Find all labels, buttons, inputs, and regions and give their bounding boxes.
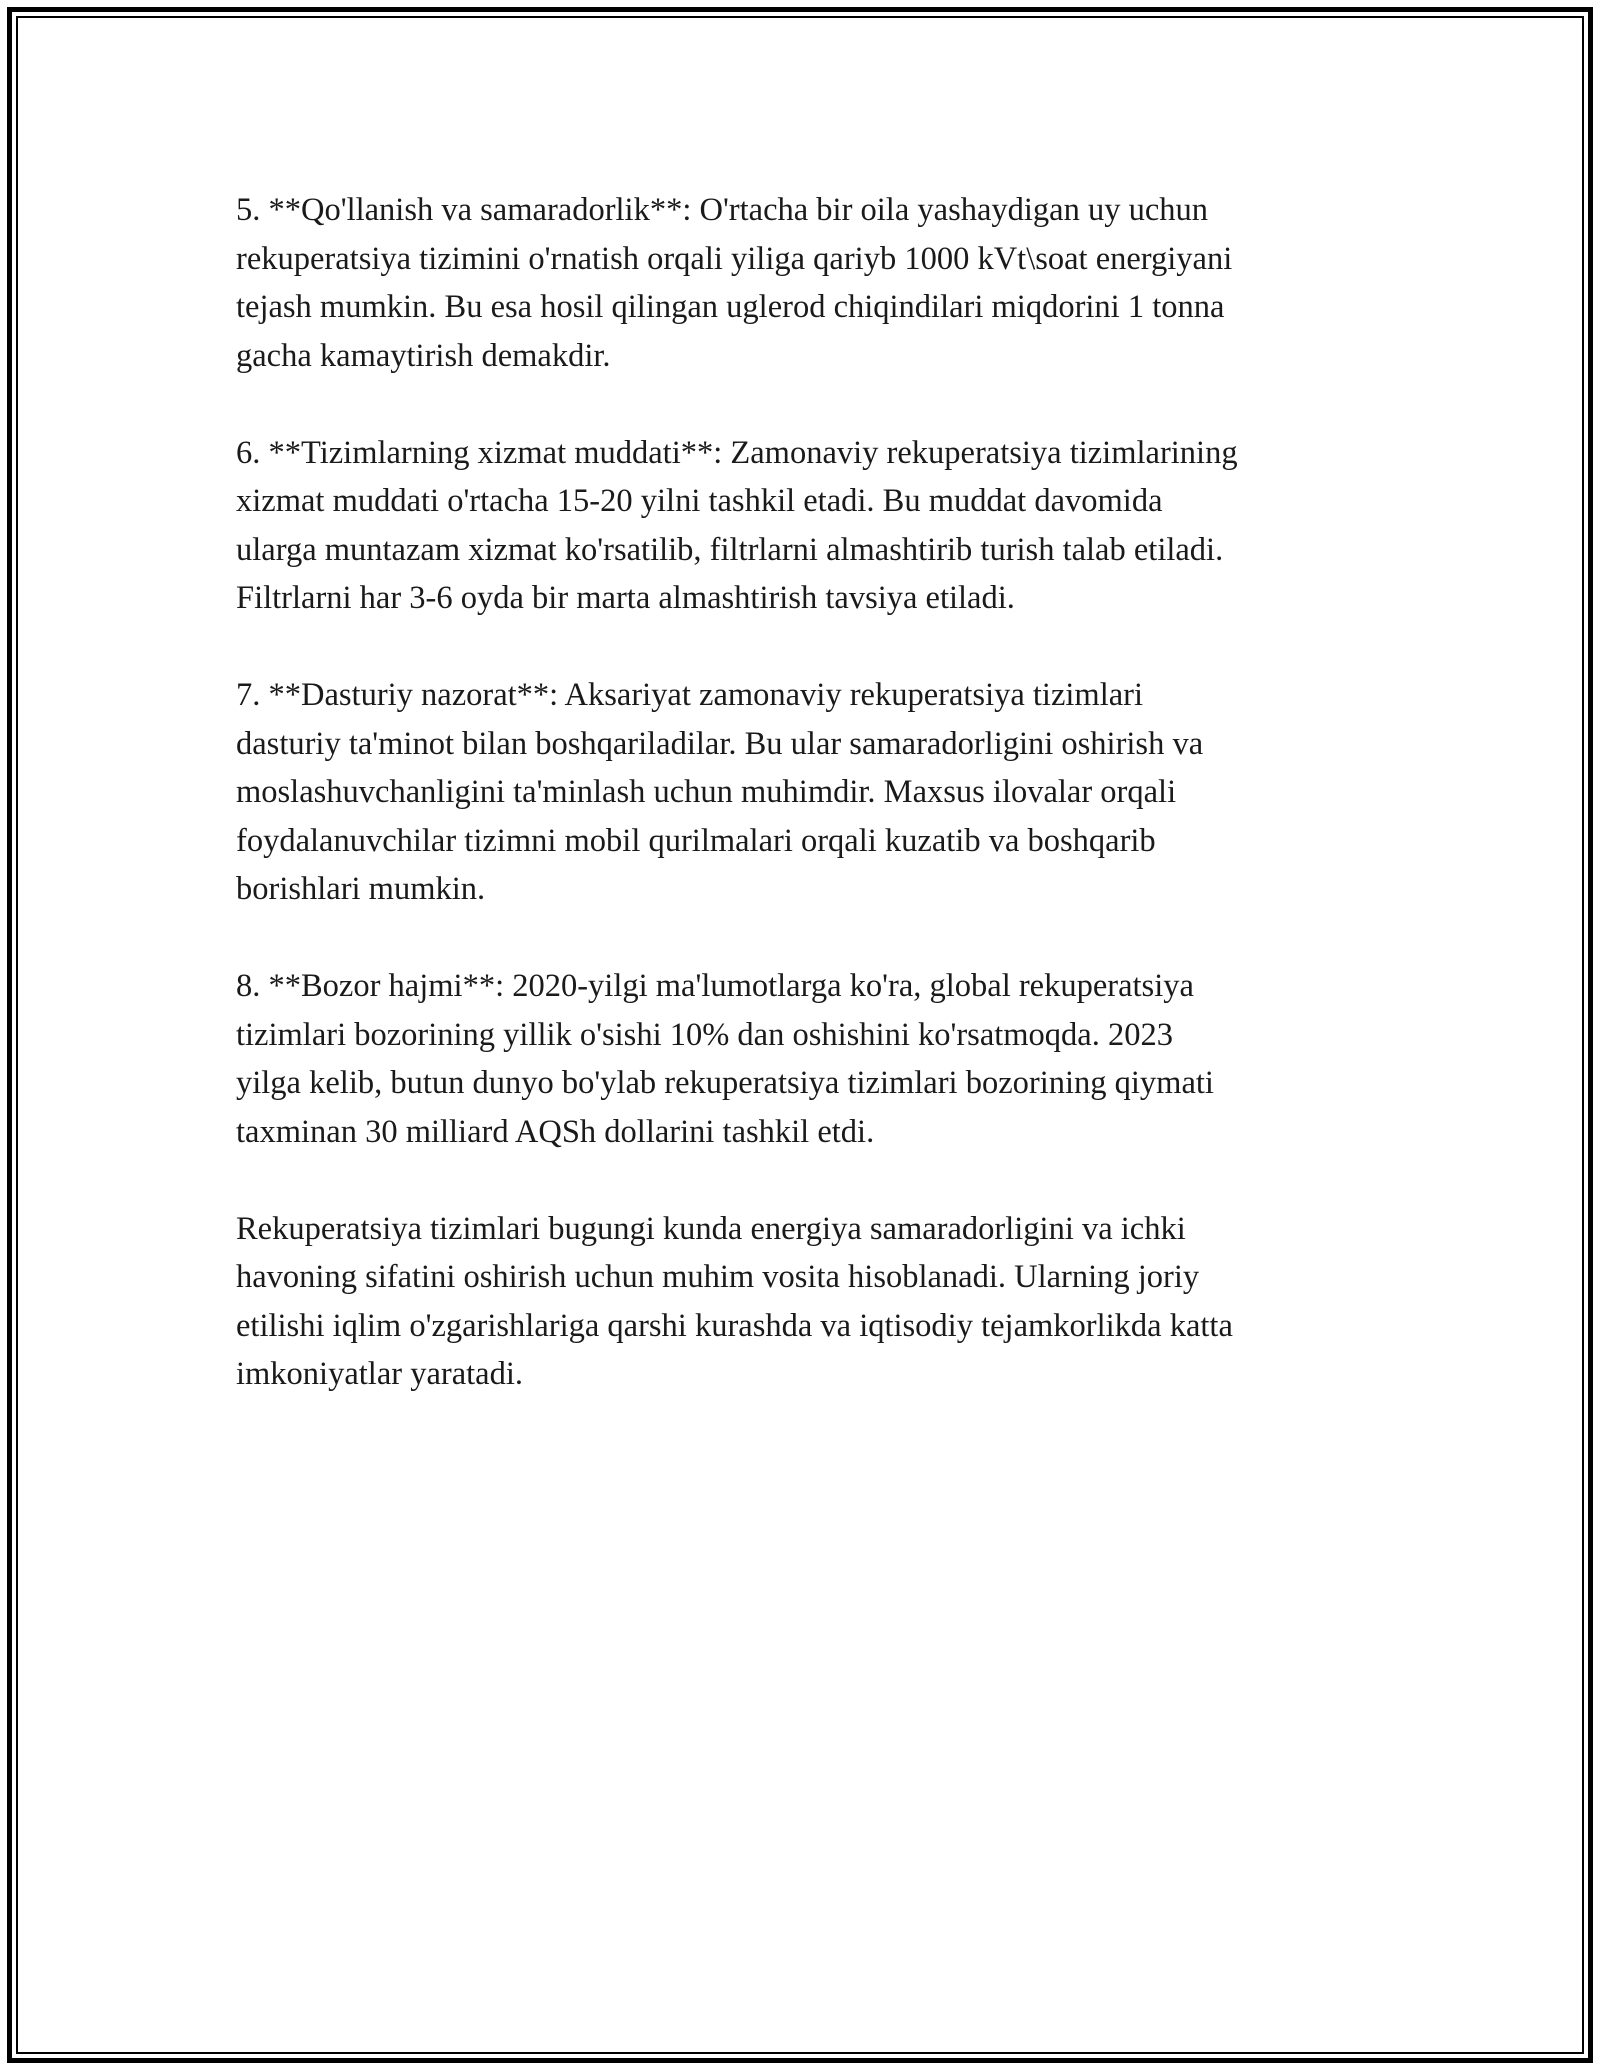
paragraph-software-control: 7. **Dasturiy nazorat**: Aksariyat zamonaviy rekuperatsiya tizimlari dasturiy ta'minot bilan boshqariladilar. Bu ular samaradorligini oshirish va moslashuvchanligini ta'minlash uchun muhimdir. Maxsus ilovalar orqali foydalanuvchilar tizimni mobil qurilmalari orqali kuzatib va boshqarib borishlari mumkin. (236, 677, 1204, 907)
paragraph-service-life: 6. **Tizimlarning xizmat muddati**: Zamonaviy rekuperatsiya tizimlarining xizmat muddati o'rtacha 15-20 yilni tashkil etadi. Bu muddat davomida ularga muntazam xizmat ko'rsatilib, filtrlarni almashtirib turish talab etiladi. Filtrlarni har 3-6 oyda bir marta almashtirish tavsiya etiladi. (236, 434, 1238, 616)
paragraph-usage-efficiency: 5. **Qo'llanish va samaradorlik**: O'rtacha bir oila yashaydigan uy uchun rekuperatsiya tizimini o'rnatish orqali yiliga qariyb 1000 kVt\soat energiyani tejash mumkin. Bu esa hosil qilingan uglerod chiqindilari miqdorini 1 tonna gacha kamaytirish demakdir. (236, 192, 1233, 374)
paragraph-conclusion: Rekuperatsiya tizimlari bugungi kunda energiya samaradorligini va ichki havoning sifatini oshirish uchun muhim vosita hisoblanadi. Ularning joriy etilishi iqlim o'zgarishlariga qarshi kurashda va iqtisodiy tejamkorlikda katta imkoniyatlar yaratadi. (236, 1210, 1233, 1392)
document-body (236, 186, 1376, 1447)
paragraph-market-size: 8. **Bozor hajmi**: 2020-yilgi ma'lumotlarga ko'ra, global rekuperatsiya tizimlari bozorining yillik o'sishi 10% dan oshishini ko'rsatmoqda. 2023 yilga kelib, butun dunyo bo'ylab rekuperatsiya tizimlari bozorining qiymati taxminan 30 milliard AQSh dollarini tashkil etdi. (236, 968, 1214, 1150)
